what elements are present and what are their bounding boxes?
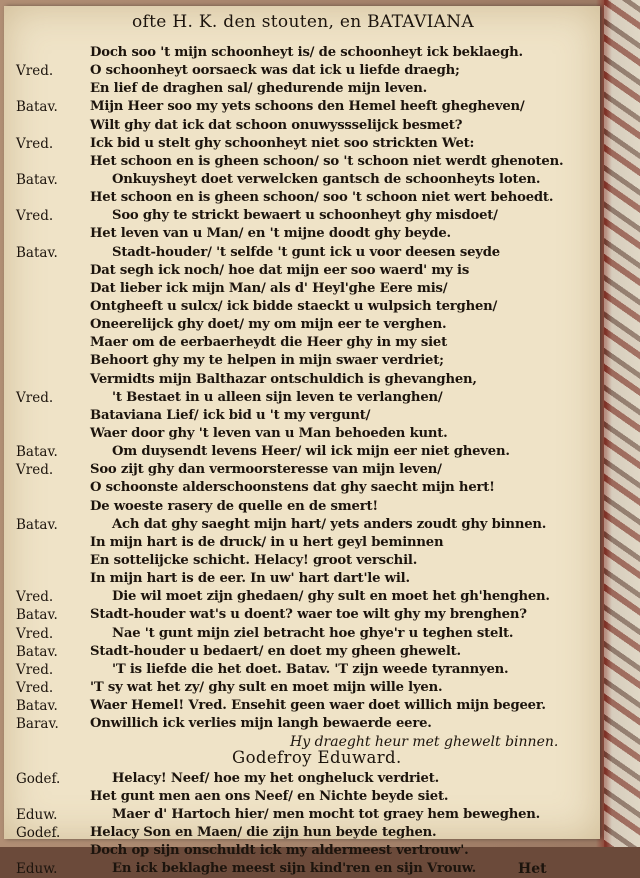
verse-line — [4, 806, 600, 824]
verse-line — [4, 98, 600, 116]
scene-heading: Godefroy Eduward. — [232, 748, 402, 768]
verse-text: Maer d' Hartoch hier/ men mocht tot graey hem beweghen. — [112, 806, 541, 822]
verse-text: Ach dat ghy saeght mijn hart/ yets anders zoudt ghy binnen. — [112, 516, 547, 532]
verse-line — [4, 135, 600, 153]
verse-line — [4, 715, 600, 733]
verse-text: 't Bestaet in u alleen sijn leven te verlanghen/ — [112, 389, 443, 405]
speaker-label: Godef. — [16, 770, 61, 787]
verse-text: Doch soo 't mijn schoonheyt is/ de schoonheyt ick beklaegh. — [90, 45, 523, 60]
verse-text: Die wil moet zijn ghedaen/ ghy sult en moet het gh'henghen. — [112, 589, 550, 605]
speaker-label: Eduw. — [16, 806, 58, 823]
verse-text: Het leven van u Man/ en 't mijne doodt ghy beyde. — [90, 226, 451, 242]
verse-text: Soo zijt ghy dan vermoorsteresse van mijn leven/ — [90, 462, 442, 478]
speaker-label: Vred. — [16, 208, 54, 225]
speaker-label: Batav. — [16, 99, 58, 116]
verse-text: Het schoon en is gheen schoon/ soo 't schoon niet wert behoedt. — [90, 190, 554, 206]
verse-line — [4, 443, 600, 461]
marbled-edge — [604, 0, 640, 847]
verse-line — [4, 479, 600, 497]
verse-text: Mijn Heer soo my yets schoons den Hemel heeft ghegheven/ — [90, 99, 525, 115]
verse-line — [4, 588, 600, 606]
verse-text: Helacy! Neef/ hoe my het ongheluck verdriet. — [112, 770, 440, 786]
verse-line — [4, 534, 600, 552]
verse-line — [4, 298, 600, 316]
verse-text: Doch op sijn onschuldt ick my aldermeest vertrouw'. — [90, 843, 469, 859]
verse-line — [4, 371, 600, 389]
speaker-label: Batav. — [16, 516, 58, 533]
verse-line — [4, 225, 600, 243]
speaker-label: Batav. — [16, 607, 58, 624]
verse-text: In mijn hart is de druck/ in u hert geyl beminnen — [90, 534, 444, 550]
verse-text: En lief de draghen sal/ ghedurende mijn leven. — [90, 81, 428, 97]
speaker-label: Vred. — [16, 661, 54, 678]
verse-line — [4, 334, 600, 352]
verse-line — [4, 643, 600, 661]
verse-line — [4, 117, 600, 135]
verse-line — [4, 352, 600, 370]
verse-text: O schoonheyt oorsaeck was dat ick u liefde draegh; — [90, 63, 460, 79]
speaker-label: Barav. — [16, 716, 59, 733]
verse-line — [4, 679, 600, 697]
speaker-label: Godef. — [16, 825, 61, 842]
verse-text: Dat lieber ick mijn Man/ als d' Heyl'ghe Eere mis/ — [90, 280, 448, 296]
verse-line — [4, 389, 600, 407]
verse-line — [4, 280, 600, 298]
verse-line — [4, 207, 600, 225]
verse-text: Nae 't gunt mijn ziel betracht hoe ghye'r u teghen stelt. — [112, 625, 514, 641]
verse-text: 'T sy wat het zy/ ghy sult en moet mijn wille lyen. — [90, 679, 443, 695]
verse-line — [4, 189, 600, 207]
verse-line — [4, 171, 600, 189]
verse-text: Waer Hemel! Vred. Ensehit geen waer doet willich mijn begeer. — [90, 698, 546, 714]
verse-line — [4, 153, 600, 171]
speaker-label: Vred. — [16, 625, 54, 642]
verse-line — [4, 425, 600, 443]
verse-text: Stadt-houder wat's u doent? waer toe wilt ghy my brenghen? — [90, 607, 527, 623]
verse-text: Dat segh ick noch/ hoe dat mijn eer soo waerd' my is — [90, 262, 470, 278]
verse-text: Soo ghy te strickt bewaert u schoonheyt ghy misdoet/ — [112, 208, 498, 224]
verse-text: Wilt ghy dat ick dat schoon onuwyssselijck besmet? — [90, 117, 463, 133]
verse-line — [4, 316, 600, 334]
verse-line — [4, 625, 600, 643]
speaker-label: Batav. — [16, 643, 58, 660]
verse-text: Stadt-houder/ 't selfde 't gunt ick u voor deesen seyde — [112, 244, 500, 260]
speaker-label: Vred. — [16, 135, 54, 152]
verse-text: Waer door ghy 't leven van u Man behoeden kunt. — [90, 425, 448, 441]
verse-line — [4, 748, 600, 769]
verse-line — [4, 516, 600, 534]
verse-line — [4, 606, 600, 624]
speaker-label: Batav. — [16, 244, 58, 261]
verse-text: Helacy Son en Maen/ die zijn hun beyde teghen. — [90, 825, 437, 841]
speaker-label: Vred. — [16, 389, 54, 406]
verse-line — [4, 788, 600, 806]
verse-text: Maer om de eerbaerheydt die Heer ghy in my siet — [90, 335, 447, 351]
speaker-label: Batav. — [16, 171, 58, 188]
verse-line — [4, 262, 600, 280]
verse-line — [4, 498, 600, 516]
speaker-label: Vred. — [16, 63, 54, 80]
verse-text: Het gunt men aen ons Neef/ en Nichte beyde siet. — [90, 788, 449, 804]
catchword: Het — [518, 861, 547, 878]
stage-direction: Hy draeght heur met ghewelt binnen. — [290, 734, 559, 751]
book-page — [4, 6, 600, 878]
verse-line — [4, 80, 600, 98]
verse-line — [4, 570, 600, 588]
verse-text: Behoort ghy my te helpen in mijn swaer verdriet; — [90, 353, 444, 369]
verse-text: En sottelijcke schicht. Helacy! groot verschil. — [90, 552, 418, 568]
verse-line — [4, 62, 600, 80]
verse-text: Het schoon en is gheen schoon/ so 't schoon niet werdt ghenoten. — [90, 153, 564, 169]
verse-text: In mijn hart is de eer. In uw' hart dart'le wil. — [90, 571, 410, 587]
verse-text: De woeste rasery de quelle en de smert! — [90, 498, 378, 514]
running-header: ofte H. K. den stouten, en BATAVIANA — [132, 12, 474, 32]
speaker-label: Vred. — [16, 589, 54, 606]
verse-text: O schoonste alderschoonstens dat ghy saecht mijn hert! — [90, 480, 495, 496]
verse-text: En ick beklaghe meest sijn kind'ren en sijn Vrouw. — [112, 861, 476, 877]
speaker-label: Batav. — [16, 444, 58, 461]
verse-text: Stadt-houder u bedaert/ en doet my gheen ghewelt. — [90, 643, 461, 659]
verse-text: Vermidts mijn Balthazar ontschuldich is ghevanghen, — [90, 371, 477, 387]
verse-line — [4, 697, 600, 715]
verse-line — [4, 860, 600, 878]
speaker-label: Eduw. — [16, 861, 58, 878]
verse-line — [4, 244, 600, 262]
verse-text: 'T is liefde die het doet. Batav. 'T zijn weede tyrannyen. — [112, 661, 509, 677]
verse-text: Oneerelijck ghy doet/ my om mijn eer te verghen. — [90, 317, 447, 333]
verse-line — [4, 842, 600, 860]
speaker-label: Vred. — [16, 679, 54, 696]
verse-line — [4, 44, 600, 62]
verse-text: Onkuysheyt doet verwelcken gantsch de schoonheyts loten. — [112, 171, 541, 187]
verse-text: Ontgheeft u sulcx/ ick bidde staeckt u wulpsich terghen/ — [90, 298, 498, 314]
speaker-label: Batav. — [16, 698, 58, 715]
verse-text: Om duysendt levens Heer/ wil ick mijn eer niet gheven. — [112, 444, 510, 460]
verse-line — [4, 407, 600, 425]
verse-text: Bataviana Lief/ ick bid u 't my vergunt/ — [90, 407, 371, 423]
verse-line — [4, 770, 600, 788]
verse-lines — [4, 44, 600, 878]
verse-text: Onwillich ick verlies mijn langh bewaerde eere. — [90, 716, 432, 732]
verse-text: Ick bid u stelt ghy schoonheyt niet soo strickten Wet: — [90, 135, 475, 151]
verse-line — [4, 824, 600, 842]
verse-line — [4, 552, 600, 570]
verse-line — [4, 661, 600, 679]
speaker-label: Vred. — [16, 462, 54, 479]
verse-line — [4, 461, 600, 479]
